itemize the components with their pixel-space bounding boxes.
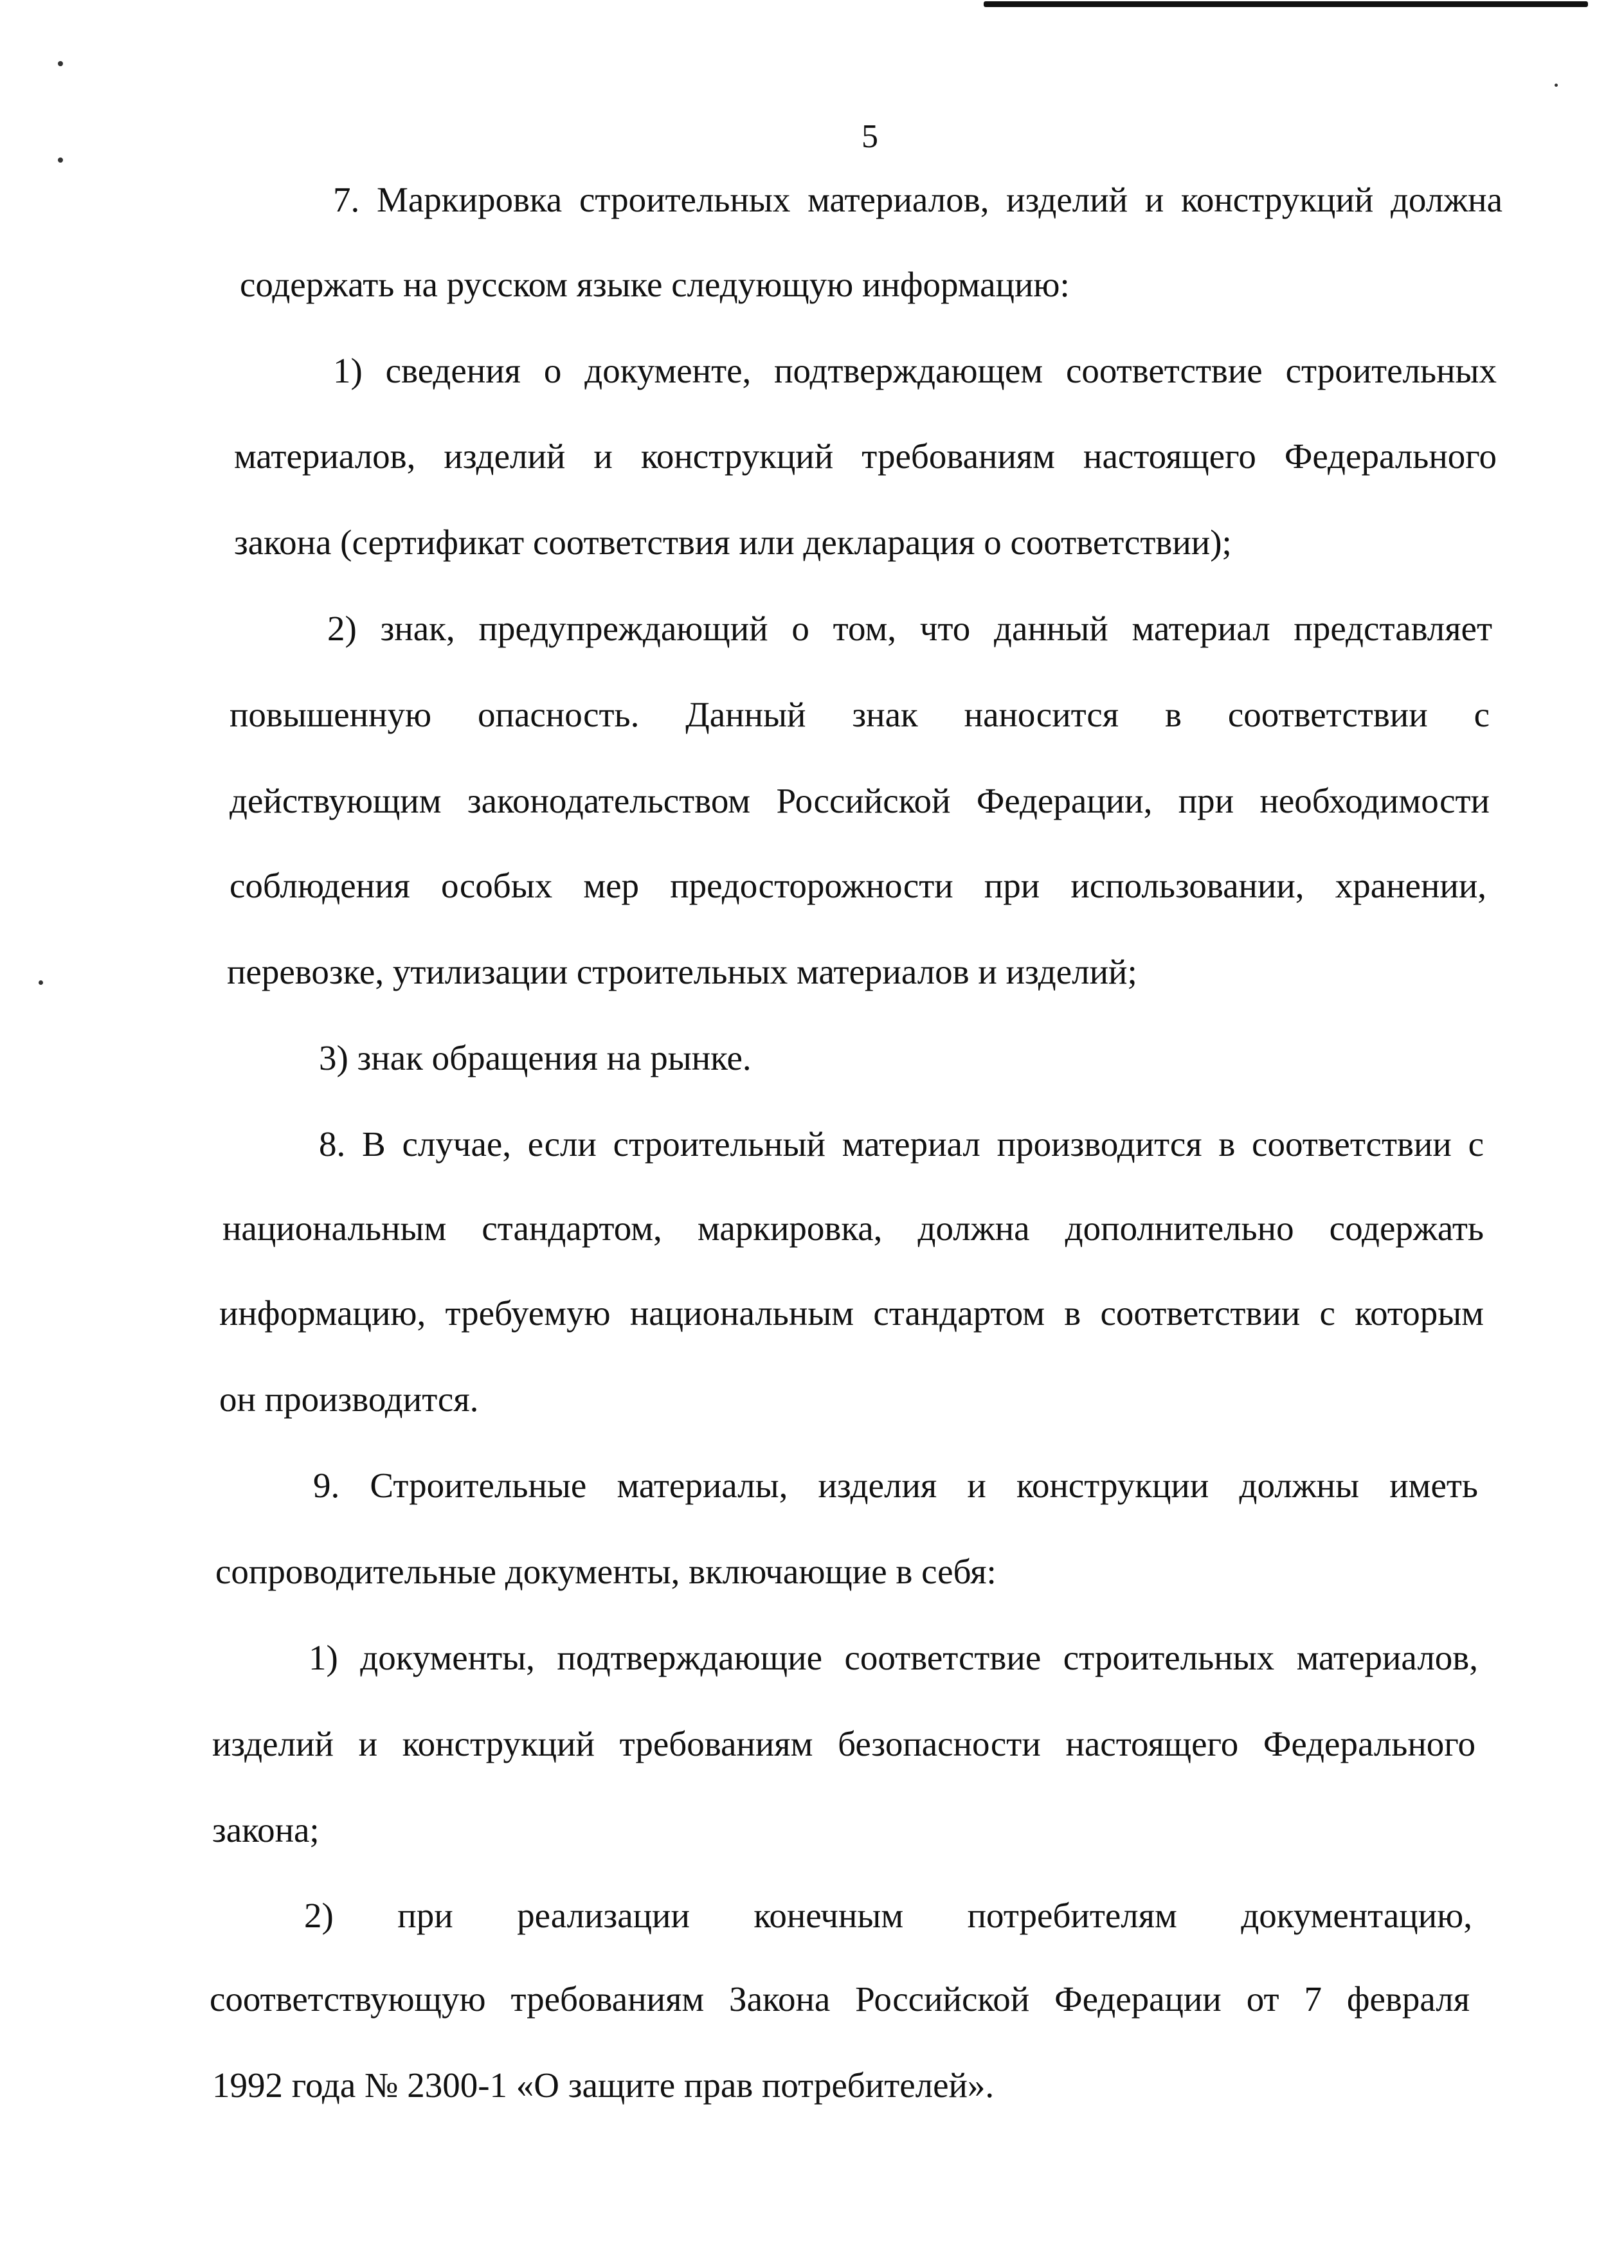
text-line: изделий и конструкций требованиям безопасности настоящего Федерального	[212, 1724, 1475, 1763]
text-line: действующим законодательством Российской Федерации, при необходимости	[230, 781, 1490, 820]
text-line: 8. В случае, если строительный материал производится в соответствии с	[319, 1124, 1484, 1164]
text-line: он производится.	[219, 1380, 479, 1419]
scan-speck	[1555, 84, 1558, 87]
text-line: 9. Строительные материалы, изделия и конструкции должны иметь	[313, 1466, 1478, 1505]
page-number: 5	[862, 118, 878, 155]
text-line: 2) при реализации конечным потребителям документацию,	[304, 1896, 1472, 1935]
text-line: закона (сертификат соответствия или декларация о соответствии);	[234, 523, 1232, 562]
text-line: национальным стандартом, маркировка, должна дополнительно содержать	[222, 1209, 1484, 1248]
text-line: содержать на русском языке следующую информацию:	[240, 265, 1070, 304]
scan-speck	[39, 980, 43, 985]
text-line: повышенную опасность. Данный знак наносится в соответствии с	[230, 695, 1490, 734]
text-line: перевозке, утилизации строительных материалов и изделий;	[227, 952, 1137, 991]
text-line: 2) знак, предупреждающий о том, что данный материал представляет	[327, 609, 1492, 648]
text-line: информацию, требуемую национальным стандартом в соответствии с которым	[219, 1293, 1484, 1333]
scan-speck	[58, 158, 63, 163]
text-line: 3) знак обращения на рынке.	[319, 1038, 752, 1077]
text-line: сопроводительные документы, включающие в себя:	[215, 1552, 997, 1591]
scan-edge-bar	[984, 1, 1588, 7]
text-line: 7. Маркировка строительных материалов, изделий и конструкций должна	[333, 180, 1502, 219]
text-line: материалов, изделий и конструкций требованиям настоящего Федерального	[234, 437, 1497, 476]
text-line: соблюдения особых мер предосторожности при использовании, хранении,	[230, 866, 1486, 905]
text-line: соответствующую требованиям Закона Российской Федерации от 7 февраля	[210, 1979, 1470, 2019]
text-line: 1) сведения о документе, подтверждающем соответствие строительных	[333, 351, 1497, 390]
text-line: 1) документы, подтверждающие соответствие строительных материалов,	[309, 1638, 1478, 1677]
text-line: 1992 года № 2300-1 «О защите прав потребителей».	[212, 2066, 995, 2105]
scan-speck	[58, 61, 63, 66]
text-line: закона;	[212, 1810, 320, 1850]
